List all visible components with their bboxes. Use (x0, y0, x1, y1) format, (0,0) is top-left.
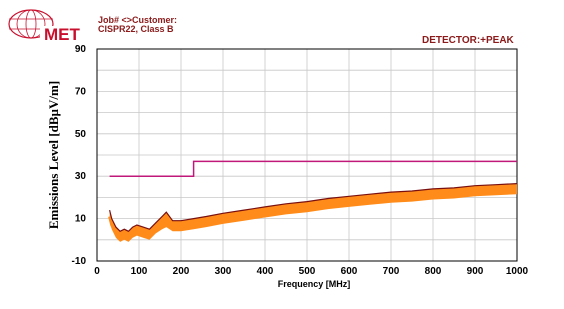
series-layer (110, 161, 517, 242)
x-tick-label: 800 (424, 266, 442, 277)
y-tick-label: -10 (71, 256, 86, 267)
x-tick-label: 300 (214, 266, 232, 277)
logo-text: MET (44, 25, 80, 44)
x-axis-title: Frequency [MHz] (277, 279, 351, 289)
emission-band (110, 184, 517, 242)
x-tick-label: 500 (298, 266, 316, 277)
x-tick-label: 100 (130, 266, 148, 277)
y-tick-label: 70 (74, 86, 86, 98)
met-logo (9, 10, 90, 44)
x-tick-label: 900 (466, 266, 484, 277)
x-tick-label: 400 (256, 266, 274, 277)
x-tick-label: 1000 (505, 266, 529, 277)
x-tick-label: 200 (172, 266, 190, 277)
job-customer-line: Job# <>Customer: (98, 15, 178, 25)
y-axis-title: Emissions Level [dBµV/m] (46, 80, 61, 230)
limit-line (110, 161, 517, 176)
x-tick-label: 0 (94, 266, 100, 277)
y-tick-label: 90 (74, 44, 86, 55)
y-tick-label: 50 (74, 128, 86, 140)
x-tick-label: 600 (340, 266, 358, 277)
standard-line: CISPR22, Class B (98, 24, 174, 34)
detector-label: DETECTOR:+PEAK (422, 35, 514, 46)
y-tick-label: 30 (74, 171, 86, 183)
x-tick-label: 700 (382, 266, 400, 277)
x-tick-labels (94, 266, 528, 277)
y-tick-label: 10 (74, 213, 86, 225)
y-tick-labels (72, 44, 87, 267)
